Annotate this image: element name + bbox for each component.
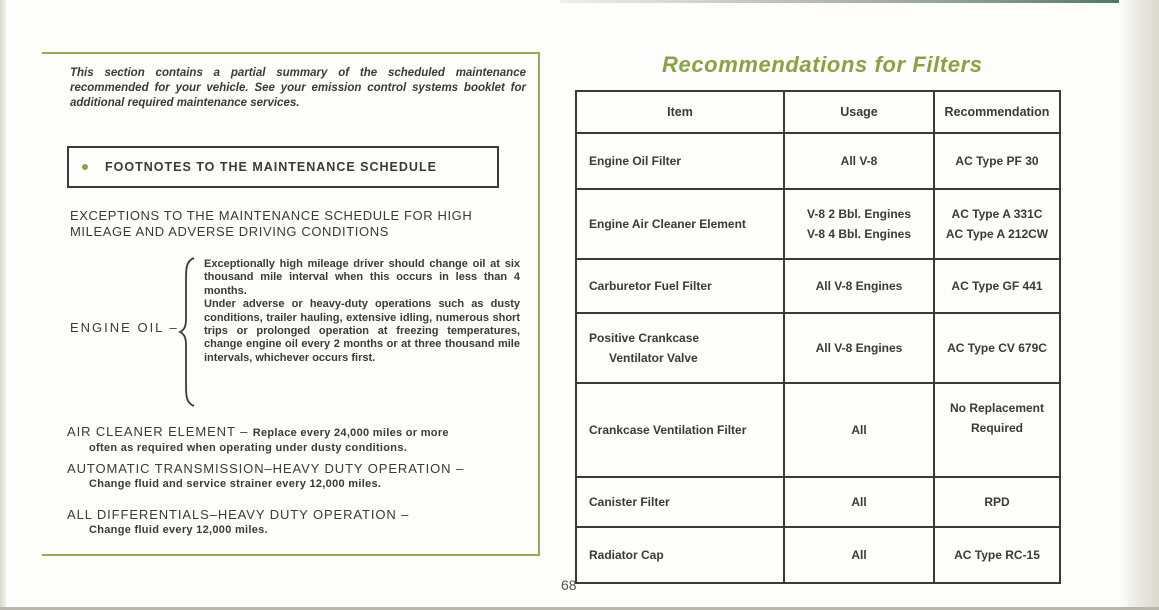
cell-item bbox=[576, 313, 784, 383]
rule-heading: ALL DIFFERENTIALS–HEAVY DUTY OPERATION – bbox=[67, 507, 410, 522]
engine-oil-paragraph-2: Under adverse or heavy-duty operations such as dusty conditions, trailer hauling, extensive idling, numerous short trips or prolonged operation at freezing temperatures, change engine oil every 2 months or at three thousand mile intervals, whichever occurs first. bbox=[204, 298, 520, 364]
cell-recommendation: AC Type PF 30 bbox=[934, 133, 1060, 189]
cell-usage: All bbox=[784, 477, 934, 527]
table-row bbox=[576, 189, 1060, 259]
cell-usage: All bbox=[784, 383, 934, 477]
cell-item: Canister Filter bbox=[576, 477, 784, 527]
rule-automatic-transmission bbox=[67, 461, 537, 491]
rule-air-cleaner bbox=[67, 424, 537, 455]
filters-table bbox=[575, 90, 1061, 584]
table-row bbox=[576, 313, 1060, 383]
rule-body: Change fluid and service strainer every 12,000 miles. bbox=[89, 478, 382, 490]
engine-oil-paragraph-1: Exceptionally high mileage driver should change oil at six thousand mile interval when this occurs in less than 4 months. bbox=[204, 258, 520, 297]
cell-usage: All V-8 Engines bbox=[784, 259, 934, 313]
cell-item: Crankcase Ventilation Filter bbox=[576, 383, 784, 477]
page-number: 68 bbox=[561, 577, 577, 593]
cell-recommendation: AC Type RC-15 bbox=[934, 527, 1060, 583]
cell-recommendation: RPD bbox=[934, 477, 1060, 527]
table-row bbox=[576, 259, 1060, 313]
cell-recommendation bbox=[934, 383, 1060, 477]
rule-body: Change fluid every 12,000 miles. bbox=[89, 524, 268, 536]
table-row bbox=[576, 477, 1060, 527]
cell-item: Engine Oil Filter bbox=[576, 133, 784, 189]
rule-all-differentials bbox=[67, 507, 537, 537]
column-header-item: Item bbox=[576, 91, 784, 133]
rule-heading: AUTOMATIC TRANSMISSION–HEAVY DUTY OPERATION – bbox=[67, 461, 465, 476]
cell-usage: All V-8 Engines bbox=[784, 313, 934, 383]
recommendation-line: AC Type A 212CW bbox=[945, 227, 1049, 241]
exceptions-heading: EXCEPTIONS TO THE MAINTENANCE SCHEDULE FOR HIGH MILEAGE AND ADVERSE DRIVING CONDITIONS bbox=[70, 208, 473, 239]
column-header-usage: Usage bbox=[784, 91, 934, 133]
rule-body: often as required when operating under dusty conditions. bbox=[89, 442, 408, 454]
usage-line: V-8 2 Bbl. Engines bbox=[806, 207, 912, 221]
engine-oil-text bbox=[204, 258, 520, 365]
table-header-row bbox=[576, 91, 1060, 133]
table-row bbox=[576, 527, 1060, 583]
bullet-icon bbox=[82, 164, 88, 170]
cell-item: Radiator Cap bbox=[576, 527, 784, 583]
page-right-edge bbox=[1119, 0, 1159, 610]
recommendation-line: Required bbox=[970, 421, 1023, 435]
rule-heading: AIR CLEANER ELEMENT – bbox=[67, 424, 249, 439]
cell-recommendation bbox=[934, 189, 1060, 259]
footnotes-heading-box bbox=[67, 146, 499, 188]
table-row bbox=[576, 383, 1060, 477]
rule-description: Replace every 24,000 miles or more bbox=[252, 427, 449, 439]
recommendation-line: AC Type A 331C bbox=[951, 207, 1043, 221]
page-top-edge bbox=[560, 0, 1159, 3]
cell-usage: All bbox=[784, 527, 934, 583]
item-line: Positive Crankcase bbox=[589, 331, 700, 345]
usage-line: V-8 4 Bbl. Engines bbox=[806, 227, 912, 241]
intro-paragraph: This section contains a partial summary of the scheduled maintenance recommended for your vehicle. See your emission control systems booklet for additional required maintenance services. bbox=[70, 67, 526, 109]
table-row bbox=[576, 133, 1060, 189]
section-title: Recommendations for Filters bbox=[662, 52, 983, 77]
engine-oil-label: ENGINE OIL – bbox=[70, 320, 179, 335]
cell-usage: All V-8 bbox=[784, 133, 934, 189]
cell-usage bbox=[784, 189, 934, 259]
column-header-recommendation: Recommendation bbox=[934, 91, 1060, 133]
page-left-edge bbox=[0, 0, 6, 610]
item-line: Ventilator Valve bbox=[609, 351, 698, 365]
cell-item: Carburetor Fuel Filter bbox=[576, 259, 784, 313]
curly-brace-icon bbox=[178, 257, 198, 407]
footnotes-title: FOOTNOTES TO THE MAINTENANCE SCHEDULE bbox=[105, 160, 437, 174]
cell-recommendation: AC Type CV 679C bbox=[934, 313, 1060, 383]
cell-recommendation: AC Type GF 441 bbox=[934, 259, 1060, 313]
cell-item: Engine Air Cleaner Element bbox=[576, 189, 784, 259]
recommendation-line: No Replacement bbox=[949, 401, 1045, 415]
